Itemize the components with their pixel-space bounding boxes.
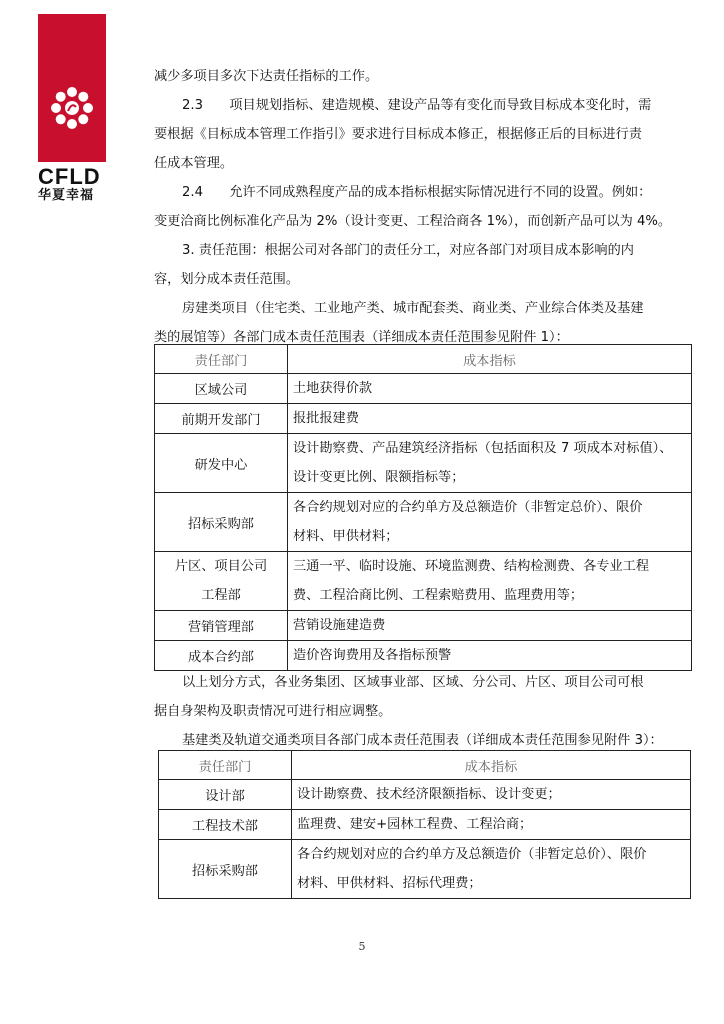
- paragraph-line: 任成本管理。: [154, 156, 234, 171]
- dept-cell: 设计部: [159, 780, 292, 810]
- paragraph-line: 要根据《目标成本管理工作指引》要求进行目标成本修正，根据修正后的目标进行责: [154, 127, 642, 142]
- header-dept: 责任部门: [155, 345, 288, 374]
- logo-block: [38, 14, 106, 162]
- dept-cell: 片区、项目公司 工程部: [155, 552, 288, 611]
- table-row: [155, 374, 692, 404]
- paragraph-line: 2.4 允许不同成熟程度产品的成本指标根据实际情况进行不同的设置。例如：: [182, 185, 652, 200]
- metric-cell: 设计勘察费、产品建筑经济指标（包括面积及 7 项成本对标值）、 设计变更比例、限额指标等；: [288, 434, 692, 493]
- metric-cell: 各合约规划对应的合约单方及总额造价（非暂定总价）、限价 材料、甲供材料；: [288, 493, 692, 552]
- table-row: [155, 434, 692, 493]
- paragraph-line: 变更洽商比例标准化产品为 2%（设计变更、工程洽商各 1%），而创新产品可以为 4%。: [154, 214, 672, 229]
- header-metric: 成本指标: [288, 345, 692, 374]
- paragraph-line: 基建类及轨道交通类项目各部门成本责任范围表（详细成本责任范围参见附件 3）：: [182, 733, 663, 748]
- paragraph-line: 减少多项目多次下达责任指标的工作。: [154, 69, 379, 84]
- table-row: [155, 611, 692, 641]
- table-row: [159, 780, 691, 810]
- metric-cell: 三通一平、临时设施、环境监测费、结构检测费、各专业工程 费、工程洽商比例、工程索赔费用、监理费用等；: [288, 552, 692, 611]
- paragraph-line: 以上划分方式，各业务集团、区域事业部、区域、分公司、片区、项目公司可根: [182, 675, 644, 690]
- paragraph-line: 房建类项目（住宅类、工业地产类、城市配套类、商业类、产业综合体类及基建: [182, 301, 644, 316]
- dept-cell: 区域公司: [155, 374, 288, 404]
- table-header-row: [155, 345, 692, 374]
- dept-cell: 招标采购部: [159, 840, 292, 899]
- dept-cell: 研发中心: [155, 434, 288, 493]
- logo-mark-icon: [38, 74, 106, 142]
- cost-responsibility-table-2: [158, 750, 691, 899]
- body-text: [154, 62, 702, 352]
- metric-cell: 造价咨询费用及各指标预警: [288, 641, 692, 671]
- paragraph-line: 据自身架构及职责情况可进行相应调整。: [154, 704, 392, 719]
- header-dept: 责任部门: [159, 751, 292, 780]
- logo-cn: 华夏幸福: [38, 188, 95, 203]
- table-row: [155, 552, 692, 611]
- dept-cell: 成本合约部: [155, 641, 288, 671]
- paragraph-line: 3. 责任范围：根据公司对各部门的责任分工，对应各部门对项目成本影响的内: [182, 243, 634, 258]
- table-header-row: [159, 751, 691, 780]
- body-text-2: [154, 668, 702, 755]
- page-number: 5: [358, 940, 366, 953]
- paragraph-line: 类的展馆等）各部门成本责任范围表（详细成本责任范围参见附件 1）：: [154, 330, 569, 345]
- table-row: [155, 493, 692, 552]
- dept-cell: 招标采购部: [155, 493, 288, 552]
- cost-responsibility-table-1: [154, 344, 692, 671]
- table-row: [155, 404, 692, 434]
- paragraph-line: 容，划分成本责任范围。: [154, 272, 300, 287]
- metric-cell: 报批报建费: [288, 404, 692, 434]
- metric-cell: 设计勘察费、技术经济限额指标、设计变更；: [292, 780, 691, 810]
- dept-cell: 工程技术部: [159, 810, 292, 840]
- dept-cell: 营销管理部: [155, 611, 288, 641]
- metric-cell: 各合约规划对应的合约单方及总额造价（非暂定总价）、限价 材料、甲供材料、招标代理费；: [292, 840, 691, 899]
- metric-cell: 土地获得价款: [288, 374, 692, 404]
- dept-cell: 前期开发部门: [155, 404, 288, 434]
- metric-cell: 监理费、建安+园林工程费、工程洽商；: [292, 810, 691, 840]
- metric-cell: 营销设施建造费: [288, 611, 692, 641]
- table-row: [155, 641, 692, 671]
- table-row: [159, 810, 691, 840]
- paragraph-line: 2.3 项目规划指标、建造规模、建设产品等有变化而导致目标成本变化时，需: [182, 98, 652, 113]
- logo-en: CFLD: [38, 164, 101, 189]
- logo-text: [38, 166, 108, 204]
- table-row: [159, 840, 691, 899]
- header-metric: 成本指标: [292, 751, 691, 780]
